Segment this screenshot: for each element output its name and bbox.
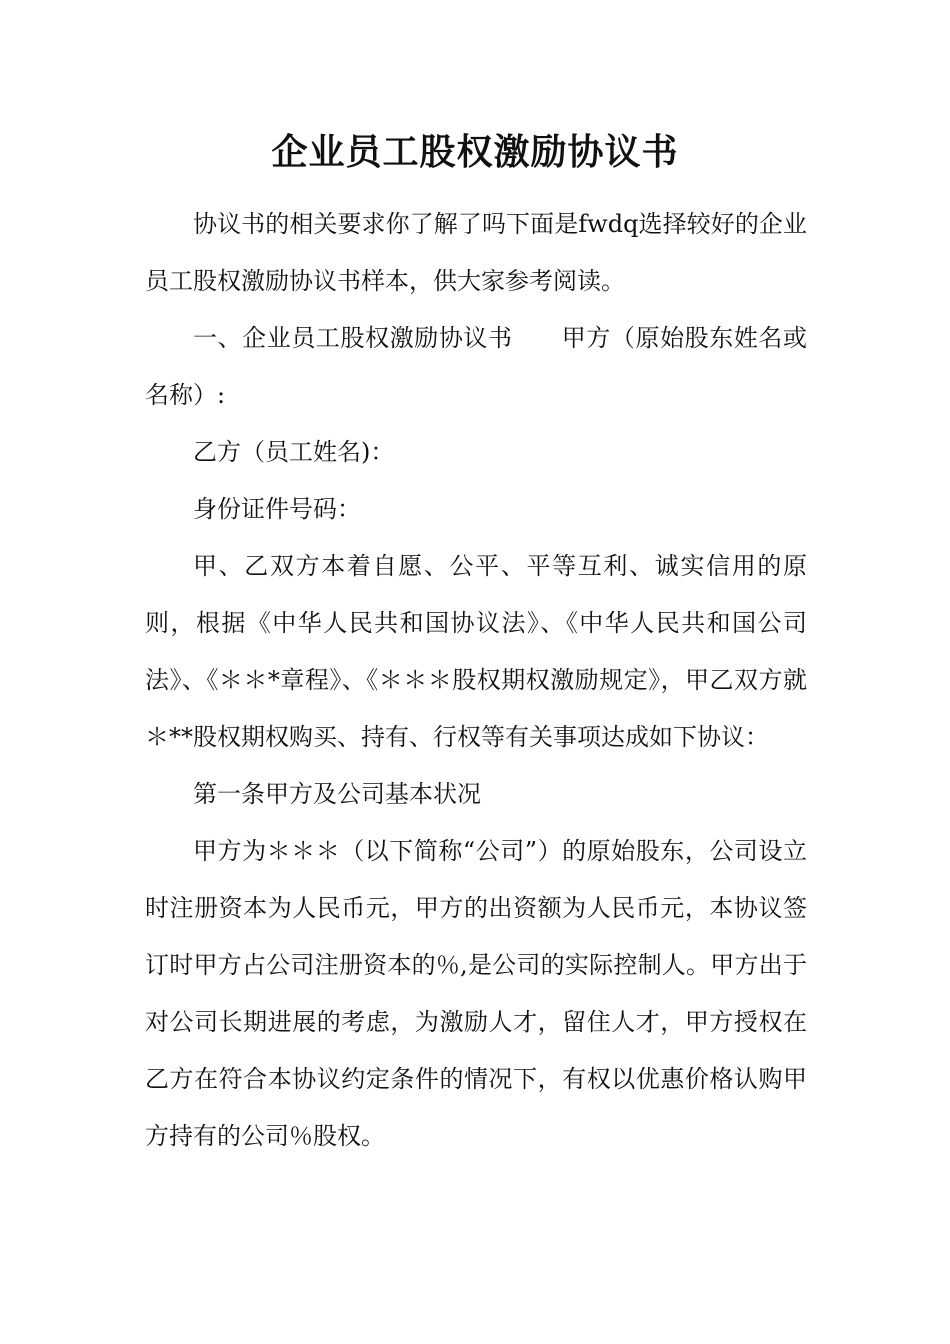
document-title: 企业员工股权激励协议书 [271,131,679,173]
paragraph-party-a: 一、企业员工股权激励协议书 甲方（原始股东姓名或名称）: [145,324,807,409]
paragraph-principles: 甲、乙双方本着自愿、公平、平等互利、诚实信用的原则，根据《中华人民共和国协议法》、《中华人民共和国公司法》、《＊＊*章程》、《＊＊＊股权期权激励规定》，甲乙双方就＊**股权期权购买、持有、行权等有关事项达成如下协议： [145,552,807,751]
paragraph-article-one-body: 甲方为＊＊＊（以下简称“公司”）的原始股东，公司设立时注册资本为人民币元，甲方的出资额为人民币元，本协议签订时甲方占公司注册资本的％,是公司的实际控制人。甲方出于对公司长期进展的考虑，为激励人才，留住人才，甲方授权在乙方在符合本协议约定条件的情况下，有权以优惠价格认购甲方持有的公司％股权。 [145,837,807,1150]
paragraph-article-one-heading: 第一条甲方及公司基本状况 [193,780,481,808]
paragraph-id-number: 身份证件号码： [193,495,361,523]
paragraph-party-b: 乙方（员工姓名)： [193,438,395,466]
paragraph-intro: 协议书的相关要求你了解了吗下面是fwdq选择较好的企业员工股权激励协议书样本，供大家参考阅读。 [145,210,807,295]
document-body [145,196,807,1165]
